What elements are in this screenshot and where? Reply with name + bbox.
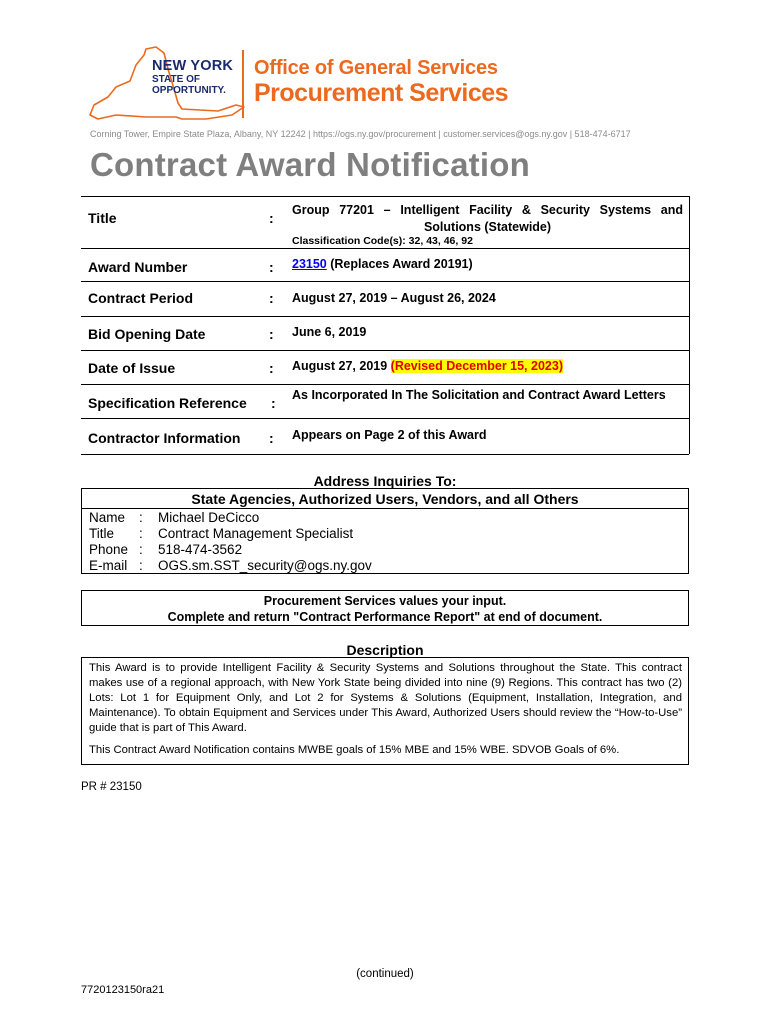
division-name: Procurement Services	[254, 79, 509, 107]
contact-name: Michael DeCicco	[158, 510, 260, 525]
address-phone-key: Phone	[89, 542, 129, 557]
row-bid-opening	[81, 317, 689, 351]
row-contractor-info	[81, 419, 689, 454]
row-date-of-issue	[81, 351, 689, 385]
feedback-line-2: Complete and return "Contract Performance Report" at end of document.	[167, 610, 603, 624]
description-box	[81, 657, 689, 765]
logo-state-of-text: STATE OF	[152, 74, 200, 85]
feedback-box	[81, 590, 689, 626]
award-number-label: Award Number	[88, 259, 188, 275]
pr-number: PR # 23150	[81, 781, 142, 793]
contract-period-colon: :	[269, 290, 274, 306]
address-title-key: Title	[89, 526, 115, 541]
bid-opening-value: June 6, 2019	[292, 325, 367, 339]
row-title	[81, 197, 689, 249]
logo-new-york-text: NEW YORK	[152, 58, 234, 74]
logo-divider	[242, 50, 244, 118]
address-box	[81, 488, 689, 574]
description-paragraph-2: This Contract Award Notification contains MWBE goals of 15% MBE and 15% WBE. SDVOB Goals of 6%.	[89, 744, 620, 756]
date-of-issue-value	[292, 359, 683, 373]
date-of-issue-colon: :	[269, 360, 274, 376]
spec-reference-colon: :	[271, 395, 276, 411]
row-spec-reference	[81, 385, 689, 419]
footer-code: 7720123150ra21	[81, 984, 165, 996]
address-colon: :	[139, 510, 143, 525]
bid-opening-label: Bid Opening Date	[88, 326, 206, 342]
contact-phone: 518-474-3562	[158, 542, 243, 557]
contract-period-value: August 27, 2019 – August 26, 2024	[292, 291, 496, 305]
continued-note: (continued)	[356, 968, 414, 980]
office-name: Office of General Services	[254, 57, 498, 79]
award-number-colon: :	[269, 259, 274, 275]
row-award-number	[81, 249, 689, 282]
document-title: Contract Award Notification	[90, 146, 530, 183]
description-heading: Description	[346, 642, 424, 658]
feedback-line-1: Procurement Services values your input.	[263, 594, 507, 608]
classification-codes: Classification Code(s): 32, 43, 46, 92	[292, 235, 473, 247]
title-value: Group 77201 – Intelligent Facility & Security Systems and Solutions (Statewide)	[292, 203, 683, 234]
address-name-key: Name	[89, 510, 126, 525]
table-right-border	[689, 196, 690, 454]
date-of-issue-label: Date of Issue	[88, 360, 176, 376]
row-contract-period	[81, 282, 689, 317]
revised-date-badge: (Revised December 15, 2023)	[390, 359, 563, 373]
contractor-info-label: Contractor Information	[88, 430, 241, 446]
logo-opportunity-text: OPPORTUNITY.	[152, 85, 226, 96]
contract-period-label: Contract Period	[88, 290, 194, 306]
award-number-link[interactable]: 23150	[292, 257, 327, 271]
address-colon: :	[139, 558, 143, 573]
award-info-table	[81, 196, 689, 455]
address-email-key: E-mail	[89, 558, 128, 573]
contact-email[interactable]: OGS.sm.SST_security@ogs.ny.gov	[158, 558, 372, 573]
contact-line: Corning Tower, Empire State Plaza, Albany, NY 12242 | https://ogs.ny.gov/procurement | customer.services@ogs.ny.gov | 518-474-6717	[90, 129, 631, 139]
award-number-replaces: (Replaces Award 20191)	[326, 257, 473, 271]
address-colon: :	[139, 526, 143, 541]
spec-reference-label: Specification Reference	[88, 395, 247, 411]
title-label: Title	[88, 210, 117, 226]
address-heading: Address Inquiries To:	[313, 473, 457, 489]
address-subheading: State Agencies, Authorized Users, Vendors, and all Others	[191, 491, 579, 507]
contact-title: Contract Management Specialist	[158, 526, 354, 541]
spec-reference-value: As Incorporated In The Solicitation and Contract Award Letters	[292, 388, 666, 402]
bid-opening-colon: :	[269, 326, 274, 342]
contractor-info-colon: :	[269, 430, 274, 446]
award-number-value	[292, 257, 683, 271]
address-separator	[82, 508, 688, 509]
issue-date: August 27, 2019	[292, 359, 391, 373]
description-paragraph-1: This Award is to provide Intelligent Facility & Security Systems and Solutions throughout the State. This contract makes use of a regional approach, with New York State being divided into nine (9) Regions. This contract has two (2) Lots: Lot 1 for Equipment Only, and Lot 2 for Systems & Solutions (Equipment, Installation, Integration, and Maintenance). To obtain Equipment and Services under This Award, Authorized Users should review the “How-to-Use” guide that is part of This Award.	[89, 662, 682, 734]
contractor-info-value: Appears on Page 2 of this Award	[292, 428, 487, 442]
address-colon: :	[139, 542, 143, 557]
title-colon: :	[269, 210, 274, 226]
